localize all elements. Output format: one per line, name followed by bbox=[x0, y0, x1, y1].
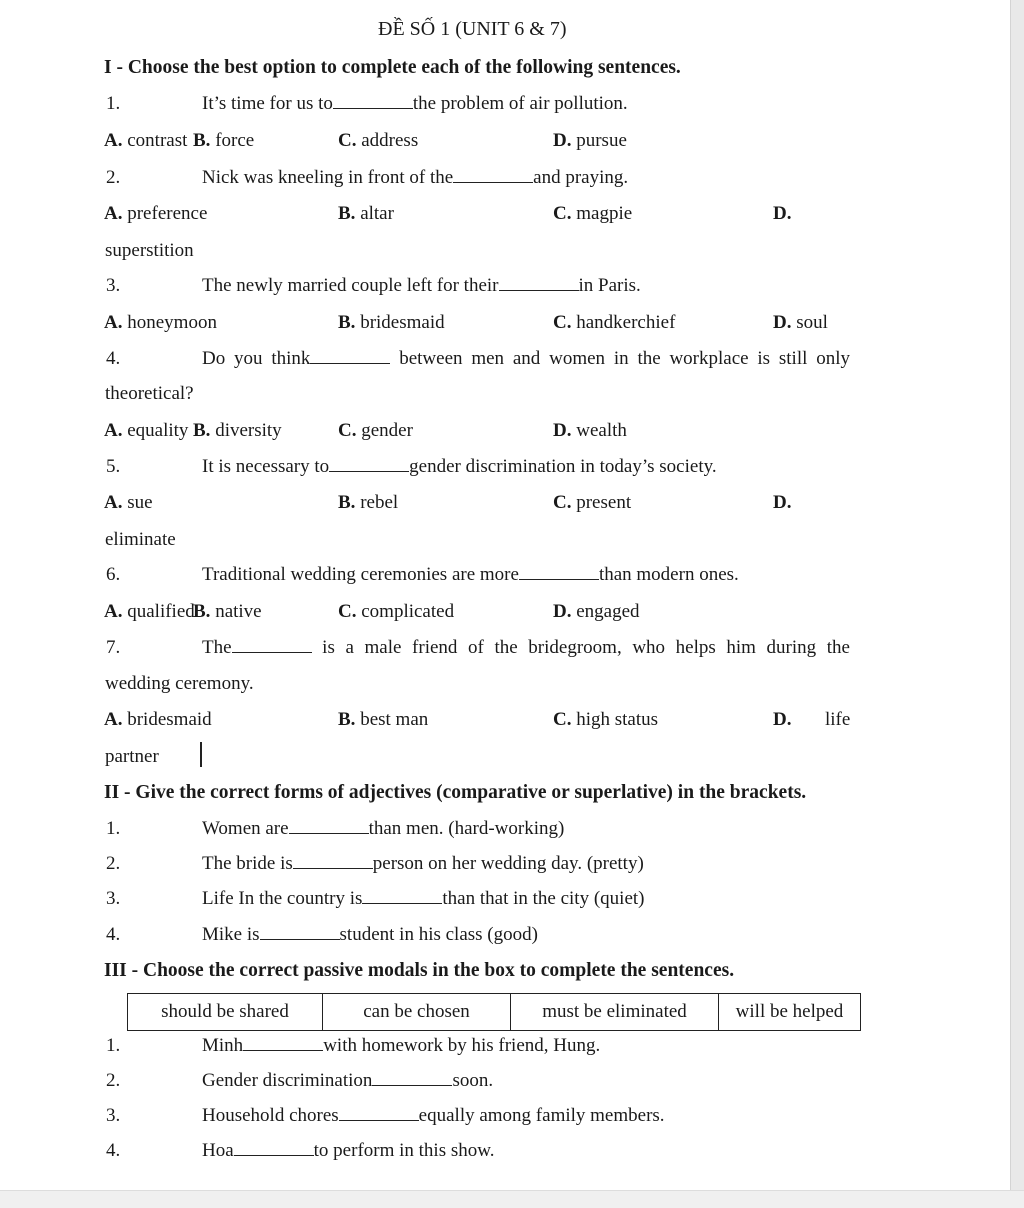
q5-option-d-label: D. bbox=[773, 492, 792, 513]
q2-blank[interactable] bbox=[453, 167, 533, 183]
q7-number: 7. bbox=[106, 637, 121, 658]
s3-q1-blank[interactable] bbox=[243, 1035, 323, 1051]
s3-q3-stem: Household chores equally among family members. bbox=[202, 1105, 665, 1126]
section-2-heading: II - Give the correct forms of adjectives (comparative or superlative) in the brackets. bbox=[104, 782, 807, 803]
box-option-3: must be eliminated bbox=[511, 994, 719, 1031]
q5-option-c: C. present bbox=[553, 492, 632, 513]
s3-q4-stem: Hoa to perform in this show. bbox=[202, 1140, 495, 1161]
section-1-heading: I - Choose the best option to complete each of the following sentences. bbox=[104, 57, 681, 78]
q5-number: 5. bbox=[106, 456, 121, 477]
s2-q1-number: 1. bbox=[106, 818, 121, 839]
q1-option-a: A. contrast bbox=[104, 130, 188, 151]
s3-q2-stem: Gender discrimination soon. bbox=[202, 1070, 494, 1091]
q6-option-c: C. complicated bbox=[338, 601, 455, 622]
s3-q4-number: 4. bbox=[106, 1140, 121, 1161]
q2-option-d: superstition bbox=[105, 240, 194, 261]
box-option-2: can be chosen bbox=[323, 994, 511, 1031]
q3-option-b: B. bridesmaid bbox=[338, 312, 445, 333]
s3-q2-number: 2. bbox=[106, 1070, 121, 1091]
q1-stem: It’s time for us to the problem of air pollution. bbox=[202, 93, 628, 114]
q3-option-d: D. soul bbox=[773, 312, 828, 333]
s2-q1-stem: Women are than men. (hard-working) bbox=[202, 818, 565, 839]
q7-option-d-part2: partner bbox=[105, 746, 159, 767]
q6-number: 6. bbox=[106, 564, 121, 585]
s3-q2-blank[interactable] bbox=[372, 1070, 452, 1086]
q6-option-d: D. engaged bbox=[553, 601, 640, 622]
q6-stem: Traditional wedding ceremonies are more than modern ones. bbox=[202, 564, 739, 585]
window-edge-bottom bbox=[0, 1190, 1024, 1208]
q7-option-a: A. bridesmaid bbox=[104, 709, 212, 730]
window-edge-right bbox=[1010, 0, 1024, 1207]
s3-q4-blank[interactable] bbox=[234, 1140, 314, 1156]
text-cursor bbox=[200, 742, 202, 767]
q1-option-c: C. address bbox=[338, 130, 419, 151]
q1-number: 1. bbox=[106, 93, 121, 114]
s3-q1-number: 1. bbox=[106, 1035, 121, 1056]
q3-stem: The newly married couple left for their in Paris. bbox=[202, 275, 641, 296]
s2-q4-blank[interactable] bbox=[260, 924, 340, 940]
q7-option-b: B. best man bbox=[338, 709, 429, 730]
s2-q1-blank[interactable] bbox=[289, 818, 369, 834]
s3-q3-number: 3. bbox=[106, 1105, 121, 1126]
q4-option-b: B. diversity bbox=[193, 420, 282, 441]
q4-number: 4. bbox=[106, 348, 121, 369]
s3-q3-blank[interactable] bbox=[339, 1105, 419, 1121]
q5-option-a: A. sue bbox=[104, 492, 153, 513]
q4-blank[interactable] bbox=[310, 348, 390, 364]
q1-blank[interactable] bbox=[333, 93, 413, 109]
s2-q3-blank[interactable] bbox=[362, 888, 442, 904]
q1-option-d: D. pursue bbox=[553, 130, 627, 151]
q5-blank[interactable] bbox=[329, 456, 409, 472]
box-option-4: will be helped bbox=[719, 994, 861, 1031]
s2-q4-number: 4. bbox=[106, 924, 121, 945]
section-3-heading: III - Choose the correct passive modals in the box to complete the sentences. bbox=[104, 960, 735, 981]
q4-stem: Do you think between men and women in the workplace is still only bbox=[202, 348, 850, 369]
q3-option-a: A. honeymoon bbox=[104, 312, 217, 333]
s2-q2-stem: The bride is person on her wedding day. (pretty) bbox=[202, 853, 644, 874]
q2-stem: Nick was kneeling in front of the and praying. bbox=[202, 167, 629, 188]
q7-blank[interactable] bbox=[232, 637, 312, 653]
q7-option-d-label: D. bbox=[773, 709, 792, 730]
q3-blank[interactable] bbox=[499, 275, 579, 291]
q6-option-b: B. native bbox=[193, 601, 262, 622]
q2-option-c: C. magpie bbox=[553, 203, 633, 224]
q7-stem: The is a male friend of the bridegroom, who helps him during the bbox=[202, 637, 850, 658]
q7-stem-continued: wedding ceremony. bbox=[105, 673, 254, 694]
q4-option-a: A. equality bbox=[104, 420, 189, 441]
q2-option-b: B. altar bbox=[338, 203, 394, 224]
q7-option-c: C. high status bbox=[553, 709, 659, 730]
q6-blank[interactable] bbox=[519, 564, 599, 580]
q5-option-b: B. rebel bbox=[338, 492, 399, 513]
box-option-1: should be shared bbox=[128, 994, 323, 1031]
q6-option-a: A. qualified bbox=[104, 601, 195, 622]
s2-q3-number: 3. bbox=[106, 888, 121, 909]
q2-option-a: A. preference bbox=[104, 203, 208, 224]
q2-number: 2. bbox=[106, 167, 121, 188]
document-title: ĐỀ SỐ 1 (UNIT 6 & 7) bbox=[378, 18, 567, 40]
q5-stem: It is necessary to gender discrimination in today’s society. bbox=[202, 456, 717, 477]
q4-stem-continued: theoretical? bbox=[105, 383, 194, 404]
q3-option-c: C. handkerchief bbox=[553, 312, 676, 333]
s3-q1-stem: Minh with homework by his friend, Hung. bbox=[202, 1035, 601, 1056]
s2-q3-stem: Life In the country is than that in the city (quiet) bbox=[202, 888, 645, 909]
q4-option-d: D. wealth bbox=[553, 420, 627, 441]
s2-q4-stem: Mike is student in his class (good) bbox=[202, 924, 538, 945]
q5-option-d: eliminate bbox=[105, 529, 176, 550]
q2-option-d-label: D. bbox=[773, 203, 792, 224]
q3-number: 3. bbox=[106, 275, 121, 296]
q4-option-c: C. gender bbox=[338, 420, 413, 441]
s2-q2-number: 2. bbox=[106, 853, 121, 874]
q1-option-b: B. force bbox=[193, 130, 255, 151]
word-box bbox=[127, 993, 861, 1031]
q7-option-d-part1: life bbox=[825, 709, 851, 730]
s2-q2-blank[interactable] bbox=[293, 853, 373, 869]
